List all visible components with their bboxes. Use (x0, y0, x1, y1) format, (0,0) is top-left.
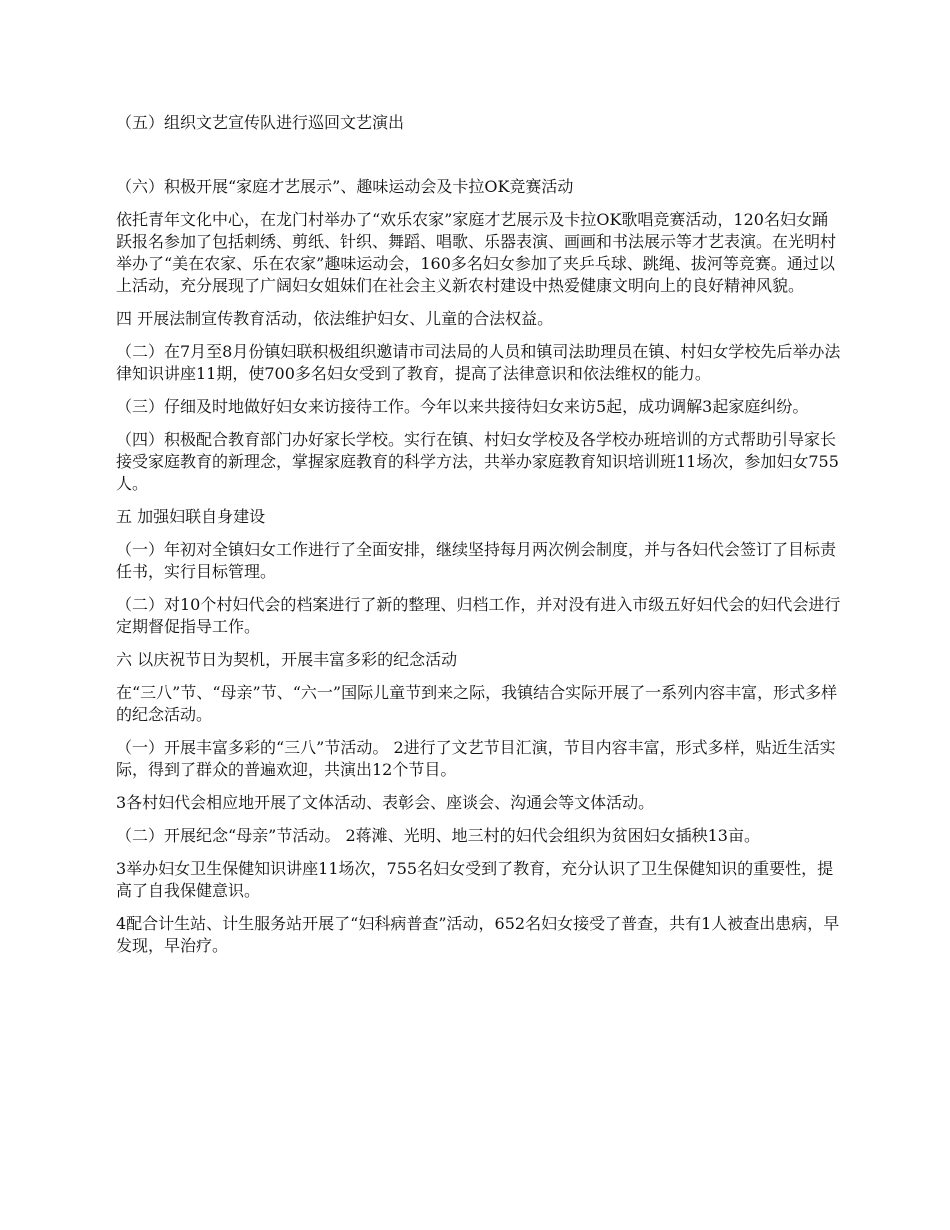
body-paragraph: 依托青年文化中心，在龙门村举办了“欢乐农家”家庭才艺展示及卡拉OK歌唱竞赛活动，120名妇女踊跃报名参加了包括刺绣、剪纸、针织、舞蹈、唱歌、乐器表演、画画和书法展示等才艺表演。在光明村举办了“美在农家、乐在农家”趣味运动会，160多名妇女参加了夹乒乓球、跳绳、拔河等竞赛。通过以上活动，充分展现了广阔妇女姐妹们在社会主义新农村建设中热爱健康文明向上的良好精神风貌。 (116, 210, 837, 295)
section-heading: 五 加强妇联自身建设 (116, 507, 266, 526)
body-paragraph: （一）年初对全镇妇女工作进行了全面安排，继续坚持每月两次例会制度，并与各妇代会签订了目标责任书，实行目标管理。 (116, 540, 837, 581)
body-paragraph: 在“三八”节、“母亲”节、“六一”国际儿童节到来之际，我镇结合实际开展了一系列内容丰富，形式多样的纪念活动。 (116, 683, 838, 724)
body-paragraph: （二）对10个村妇代会的档案进行了新的整理、归档工作，并对没有进入市级五好妇代会的妇代会进行定期督促指导工作。 (116, 595, 841, 636)
body-paragraph: （二）开展纪念“母亲”节活动。 2蒋滩、光明、地三村的妇代会组织为贫困妇女插秧13亩。 (116, 826, 760, 845)
section-heading: （五）组织文艺宣传队进行巡回文艺演出 (116, 113, 405, 132)
body-paragraph: （三）仔细及时地做好妇女来访接待工作。今年以来共接待妇女来访5起，成功调解3起家庭纠纷。 (116, 397, 809, 416)
section-heading: 四 开展法制宣传教育活动，依法维护妇女、儿童的合法权益。 (116, 309, 554, 328)
body-paragraph: （一）开展丰富多彩的“三八”节活动。 2进行了文艺节目汇演，节目内容丰富，形式多样，贴近生活实际，得到了群众的普遍欢迎，共演出12个节目。 (116, 738, 836, 779)
body-paragraph: （二）在7月至8月份镇妇联积极组织邀请市司法局的人员和镇司法助理员在镇、村妇女学校先后举办法律知识讲座11期，使700多名妇女受到了教育，提高了法律意识和依法维权的能力。 (116, 342, 841, 383)
body-paragraph: 4配合计生站、计生服务站开展了“妇科病普查”活动，652名妇女接受了普查，共有1人被查出患病，早发现，早治疗。 (116, 914, 840, 955)
document-body (116, 112, 842, 968)
body-paragraph: （四）积极配合教育部门办好家长学校。实行在镇、村妇女学校及各学校办班培训的方式帮助引导家长接受家庭教育的新理念，掌握家庭教育的科学方法，共举办家庭教育知识培训班11场次，参加妇女755人。 (116, 430, 839, 493)
body-paragraph: 3各村妇代会相应地开展了文体活动、表彰会、座谈会、沟通会等文体活动。 (116, 793, 655, 812)
body-paragraph: 3举办妇女卫生保健知识讲座11场次，755名妇女受到了教育，充分认识了卫生保健知识的重要性，提高了自我保健意识。 (116, 859, 834, 900)
section-heading: （六）积极开展“家庭才艺展示”、趣味运动会及卡拉OK竞赛活动 (116, 177, 574, 196)
section-heading: 六 以庆祝节日为契机，开展丰富多彩的纪念活动 (116, 650, 458, 669)
